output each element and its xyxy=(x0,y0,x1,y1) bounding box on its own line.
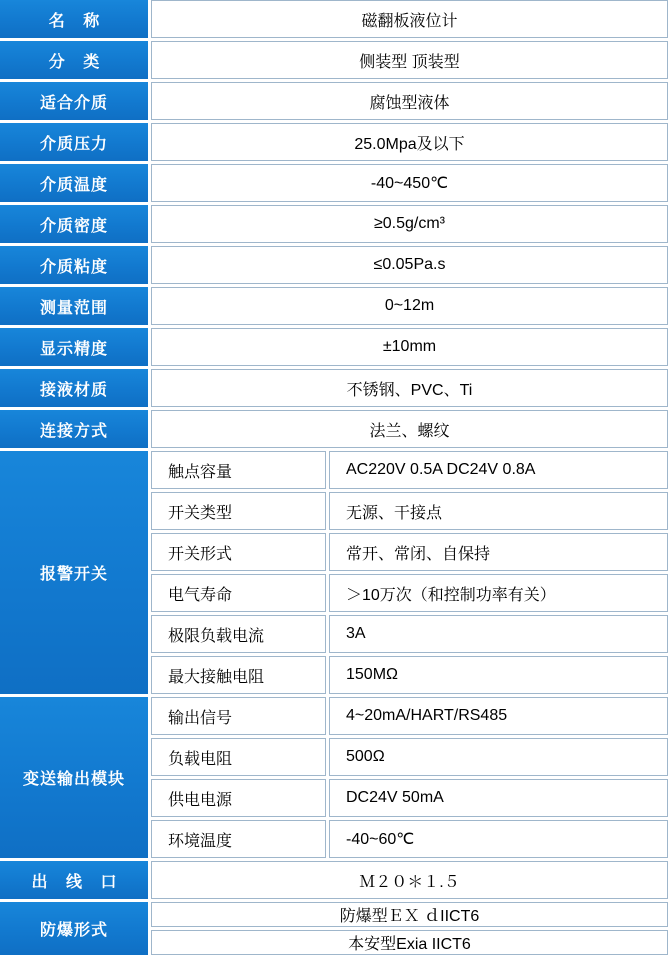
sub-row-value: 3A xyxy=(329,615,668,653)
row-label: 介质粘度 xyxy=(0,246,148,284)
table-row xyxy=(151,738,668,776)
table-row xyxy=(0,123,668,161)
sub-row-label: 环境温度 xyxy=(151,820,326,858)
sub-row-value: 无源、干接点 xyxy=(329,492,668,530)
row-label: 介质压力 xyxy=(0,123,148,161)
transmitter-module-rows xyxy=(151,697,668,858)
row-value xyxy=(151,82,668,120)
row-label: 分 类 xyxy=(0,41,148,79)
table-row xyxy=(151,574,668,612)
row-value-text: -40~450℃ xyxy=(370,175,449,192)
row-value-text: Ｍ２０＊１.５ xyxy=(359,873,460,891)
table-row xyxy=(151,451,668,489)
row-value xyxy=(151,205,668,243)
table-row xyxy=(0,205,668,243)
row-value xyxy=(151,369,668,407)
row-value xyxy=(151,246,668,284)
row-value-text: 0~12m xyxy=(384,297,435,314)
row-label: 名 称 xyxy=(0,0,148,38)
row-label: 介质密度 xyxy=(0,205,148,243)
table-row xyxy=(151,533,668,571)
group-label-transmitter-module: 变送输出模块 xyxy=(0,697,148,858)
row-value xyxy=(151,164,668,202)
row-label: 接液材质 xyxy=(0,369,148,407)
row-value-text: 法兰、螺纹 xyxy=(369,422,450,440)
table-row xyxy=(0,41,668,79)
row-value xyxy=(151,41,668,79)
table-row xyxy=(0,287,668,325)
row-label-outlet: 出 线 口 xyxy=(0,861,148,899)
table-row xyxy=(151,779,668,817)
row-value-text: 25.0Mpa及以下 xyxy=(354,135,465,153)
sub-row-label: 开关类型 xyxy=(151,492,326,530)
sub-row-value: AC220V 0.5A DC24V 0.8A xyxy=(329,451,668,489)
row-value xyxy=(151,123,668,161)
row-value-text: 本安型Exia IICT6 xyxy=(348,936,471,953)
table-row xyxy=(151,656,668,694)
row-value xyxy=(151,0,668,38)
table-row xyxy=(0,246,668,284)
row-label: 测量范围 xyxy=(0,287,148,325)
row-value-text: 腐蚀型液体 xyxy=(369,94,450,112)
table-row xyxy=(151,615,668,653)
row-value-text: 磁翻板液位计 xyxy=(361,12,458,30)
group-label-alarm-switch: 报警开关 xyxy=(0,451,148,694)
table-row xyxy=(0,328,668,366)
row-value xyxy=(151,410,668,448)
row-value-text: ≥0.5g/cm³ xyxy=(373,215,446,232)
row-value xyxy=(151,930,668,955)
sub-row-value: DC24V 50mA xyxy=(329,779,668,817)
row-value-text: ±10mm xyxy=(382,338,437,355)
sub-row-value: 500Ω xyxy=(329,738,668,776)
row-value xyxy=(151,287,668,325)
row-value-text: ≤0.05Pa.s xyxy=(373,256,446,273)
sub-row-label: 最大接触电阻 xyxy=(151,656,326,694)
table-row xyxy=(0,82,668,120)
row-value xyxy=(151,902,668,927)
sub-row-value: ＞10万次（和控制功率有关） xyxy=(329,574,668,612)
sub-row-value: 常开、常闭、自保持 xyxy=(329,533,668,571)
row-value xyxy=(151,328,668,366)
table-row xyxy=(0,0,668,38)
group-label-explosion-proof: 防爆形式 xyxy=(0,902,148,955)
row-label: 连接方式 xyxy=(0,410,148,448)
table-row xyxy=(0,861,668,899)
explosion-proof-group xyxy=(0,902,668,955)
sub-row-value: -40~60℃ xyxy=(329,820,668,858)
sub-row-value: 4~20mA/HART/RS485 xyxy=(329,697,668,735)
table-row xyxy=(151,492,668,530)
table-row xyxy=(0,410,668,448)
row-value-text: 不锈钢、PVC、Ti xyxy=(346,381,473,399)
row-label: 介质温度 xyxy=(0,164,148,202)
sub-row-label: 供电电源 xyxy=(151,779,326,817)
sub-row-label: 极限负载电流 xyxy=(151,615,326,653)
sub-row-value: 150MΩ xyxy=(329,656,668,694)
sub-row-label: 负载电阻 xyxy=(151,738,326,776)
sub-row-label: 电气寿命 xyxy=(151,574,326,612)
row-value xyxy=(151,861,668,899)
table-row xyxy=(0,369,668,407)
sub-row-label: 开关形式 xyxy=(151,533,326,571)
table-row xyxy=(151,697,668,735)
alarm-switch-group xyxy=(0,451,668,694)
table-row xyxy=(151,820,668,858)
row-value-text: 侧装型 顶装型 xyxy=(359,53,460,71)
sub-row-label: 触点容量 xyxy=(151,451,326,489)
table-row xyxy=(0,164,668,202)
sub-row-label: 输出信号 xyxy=(151,697,326,735)
transmitter-module-group xyxy=(0,697,668,858)
explosion-proof-values xyxy=(151,902,668,955)
row-label: 显示精度 xyxy=(0,328,148,366)
row-label: 适合介质 xyxy=(0,82,148,120)
alarm-switch-rows xyxy=(151,451,668,694)
row-value-text: 防爆型ＥＸ ｄIICT6 xyxy=(339,908,480,925)
